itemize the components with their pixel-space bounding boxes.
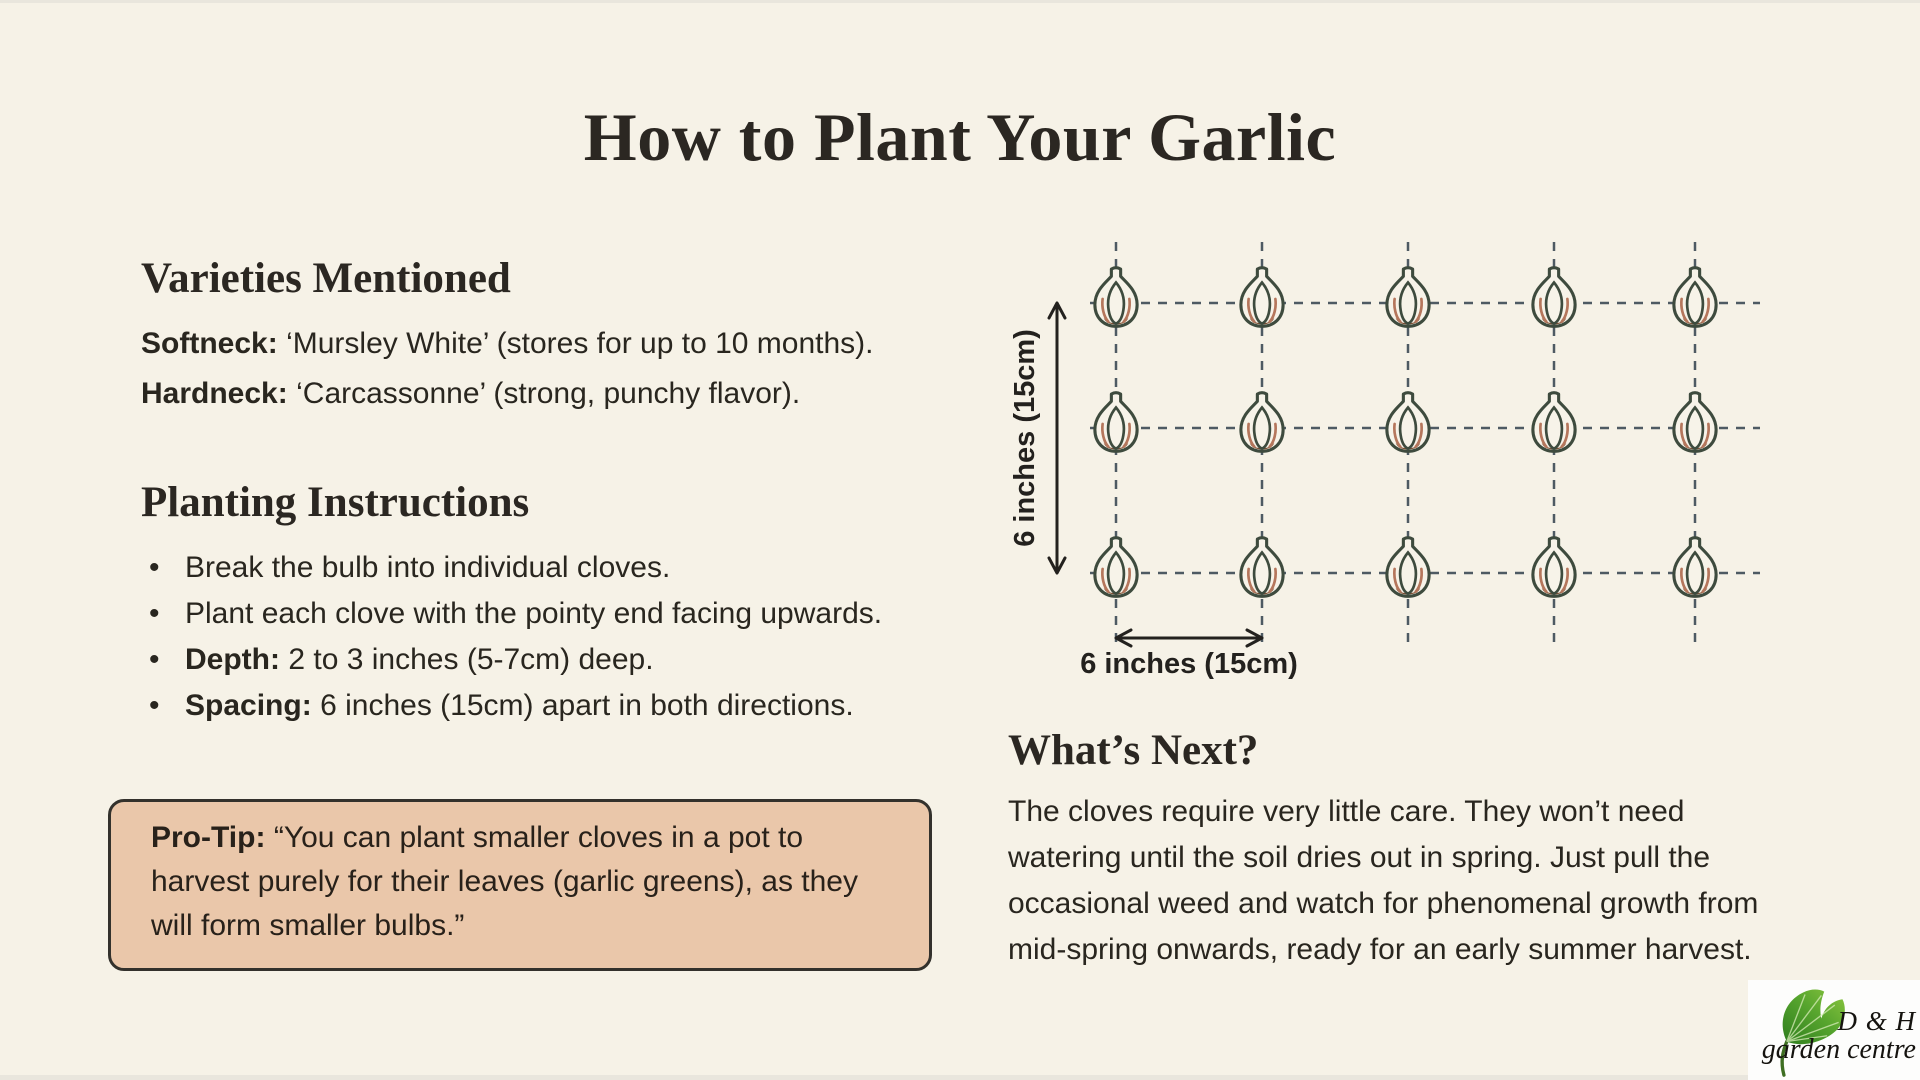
garlic-bulb-icon	[1387, 268, 1429, 327]
top-edge-line	[0, 0, 1920, 3]
garlic-bulb-icon	[1533, 268, 1575, 327]
paragraph-line: The cloves require very little care. They won’t need	[1008, 795, 1685, 828]
garlic-bulb-icon	[1095, 393, 1137, 452]
logo-name: D & H	[1837, 1006, 1916, 1036]
garlic-bulb-icon	[1674, 538, 1716, 597]
varieties-list	[141, 319, 874, 419]
garlic-bulb-icon	[1674, 268, 1716, 327]
variety-label: Hardneck:	[141, 377, 288, 410]
vertical-dimension-label: 6 inches (15cm)	[1009, 329, 1041, 547]
variety-hardneck	[141, 369, 874, 419]
bullet-icon: •	[149, 551, 160, 584]
pro-tip-label: Pro-Tip:	[151, 821, 266, 854]
variety-label: Softneck:	[141, 327, 278, 360]
bullet-text: Spacing: 6 inches (15cm) apart in both directions.	[185, 689, 854, 722]
garlic-bulb-icon	[1241, 393, 1283, 452]
vertical-dimension-arrow	[1049, 303, 1065, 573]
whats-next-paragraph	[1008, 789, 1878, 973]
pro-tip-callout	[108, 799, 932, 971]
garlic-bulb-icon	[1387, 538, 1429, 597]
garlic-bulb-icon	[1533, 538, 1575, 597]
list-item	[149, 637, 882, 683]
garden-centre-logo	[1748, 980, 1920, 1080]
list-item	[149, 683, 882, 729]
garlic-bulb-icon	[1674, 393, 1716, 452]
pro-tip-line: will form smaller bulbs.”	[151, 909, 465, 942]
pro-tip-line: harvest purely for their leaves (garlic greens), as they	[151, 865, 858, 898]
list-item	[149, 591, 882, 637]
varieties-heading: Varieties Mentioned	[141, 255, 511, 302]
page-title: How to Plant Your Garlic	[583, 99, 1337, 175]
garlic-bulb-icon	[1387, 393, 1429, 452]
paragraph-line: occasional weed and watch for phenomenal growth from	[1008, 887, 1759, 920]
whats-next-heading: What’s Next?	[1008, 727, 1259, 774]
garlic-bulb-icon	[1095, 538, 1137, 597]
variety-text: ‘Carcassonne’ (strong, punchy flavor).	[296, 377, 801, 410]
bullet-text: Depth: 2 to 3 inches (5-7cm) deep.	[185, 643, 654, 676]
bullet-text: Break the bulb into individual cloves.	[185, 551, 671, 584]
bullet-icon: •	[149, 689, 160, 722]
garlic-bulb-icon	[1095, 268, 1137, 327]
garlic-bulb-icon	[1241, 538, 1283, 597]
variety-text: ‘Mursley White’ (stores for up to 10 months).	[286, 327, 874, 360]
instructions-heading: Planting Instructions	[141, 479, 530, 526]
horizontal-dimension-label: 6 inches (15cm)	[1080, 648, 1298, 680]
list-item	[149, 545, 882, 591]
logo-type: garden centre	[1761, 1034, 1916, 1065]
variety-softneck	[141, 319, 874, 369]
bullet-icon: •	[149, 643, 160, 676]
paragraph-line: watering until the soil dries out in spring. Just pull the	[1008, 841, 1711, 874]
bottom-edge-line	[0, 1075, 1920, 1080]
horizontal-dimension-arrow	[1116, 630, 1262, 646]
bullet-icon: •	[149, 597, 160, 630]
paragraph-line: mid-spring onwards, ready for an early summer harvest.	[1008, 933, 1752, 966]
garlic-bulb-icon	[1241, 268, 1283, 327]
instructions-list	[149, 545, 882, 729]
garlic-bulb-layer	[1095, 268, 1716, 597]
garlic-bulb-icon	[1533, 393, 1575, 452]
pro-tip-line: Pro-Tip: “You can plant smaller cloves in a pot to	[151, 821, 804, 854]
bullet-text: Plant each clove with the pointy end facing upwards.	[185, 597, 883, 630]
spacing-diagram	[990, 195, 1820, 680]
logo-text	[1762, 1006, 1916, 1064]
